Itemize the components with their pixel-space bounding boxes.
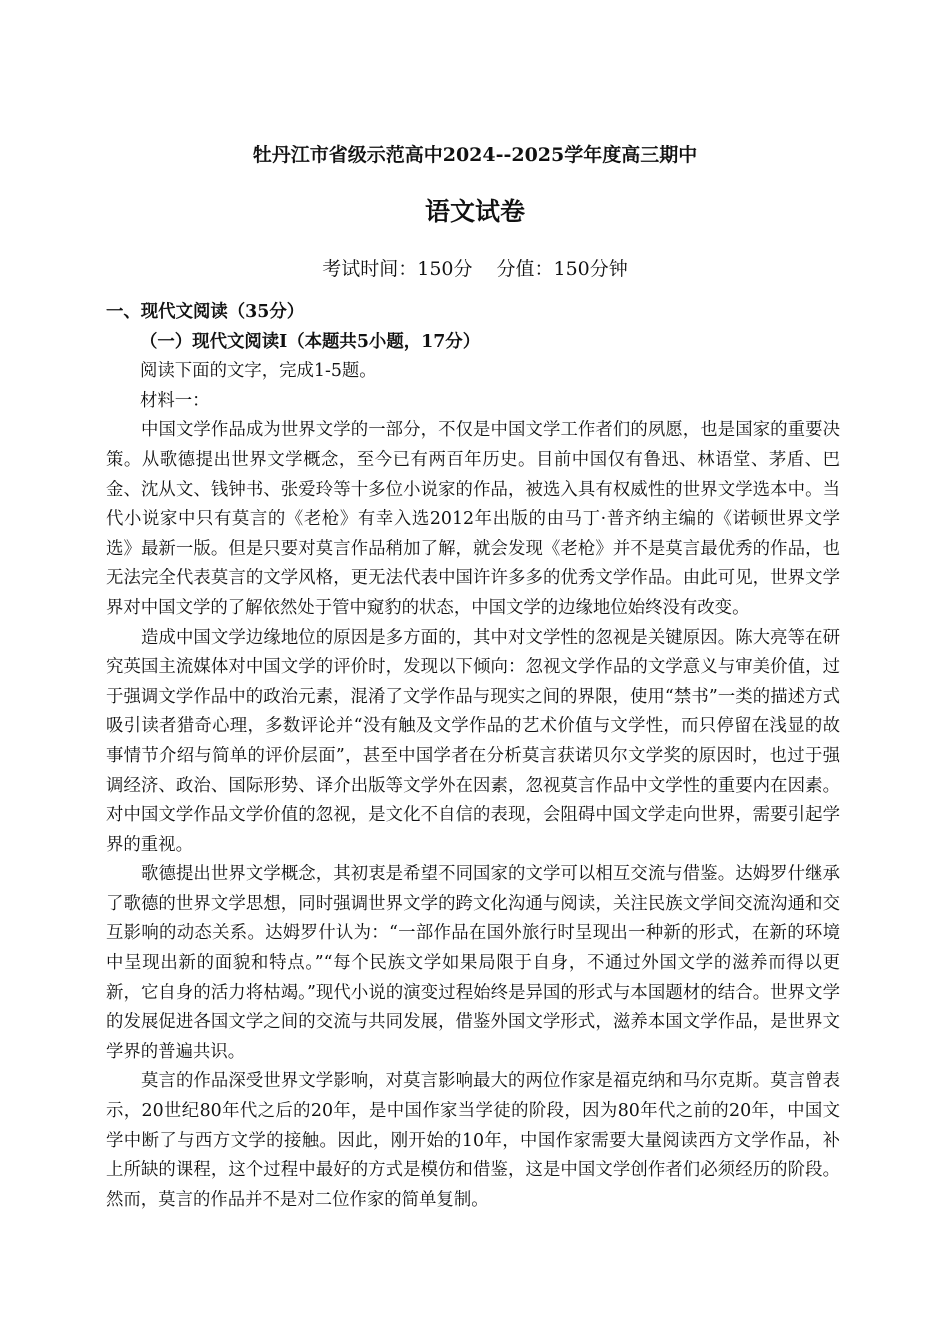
material-label: 材料一： bbox=[140, 390, 210, 411]
school-title: 牡丹江市省级示范高中2024--2025学年度高三期中 bbox=[252, 144, 698, 166]
score-value: 分值：150分钟 bbox=[496, 258, 628, 280]
paragraph-1: 中国文学作品成为世界文学的一部分，不仅是中国文学工作者们的夙愿，也是国家的重要决策。从歌德提出世界文学概念，至今已有两百年历史。目前中国仅有鲁迅、林语堂、茅盾、巴金、沈从文、钱钟书、张爱玲等十多位小说家的作品，被选入具有权威性的世界文学选本中。当代小说家中只有莫言的《老枪》有幸入选2012年出版的由马丁·普齐纳主编的《诺顿世界文学选》最新一版。但是只要对莫言作品稍加了解，就会发现《老枪》并不是莫言最优秀的作品，也无法完全代表莫言的文学风格，更无法代表中国许许多多的优秀文学作品。由此可见，世界文学界对中国文学的了解依然处于管中窥豹的状态，中国文学的边缘地位始终没有改变。 bbox=[106, 420, 840, 618]
subsection-heading: （一）现代文阅读Ⅰ（本题共5小题，17分） bbox=[140, 331, 481, 352]
paragraph-4: 莫言的作品深受世界文学影响，对莫言影响最大的两位作家是福克纳和马尔克斯。莫言曾表示，20世纪80年代之后的20年，是中国作家当学徒的阶段，因为80年代之前的20年，中国文学中断了与西方文学的接触。因此，刚开始的10年，中国作家需要大量阅读西方文学作品，补上所缺的课程，这个过程中最好的方式是模仿和借鉴，这是中国文学创作者们必须经历的阶段。然而，莫言的作品并不是对二位作家的简单复制。 bbox=[106, 1071, 840, 1210]
reading-section bbox=[106, 298, 840, 1215]
reading-instruction: 阅读下面的文字，完成1-5题。 bbox=[140, 361, 377, 382]
exam-time: 考试时间：150分 bbox=[322, 258, 473, 280]
paper-title: 语文试卷 bbox=[424, 197, 525, 226]
section-heading: 一、现代文阅读（35分） bbox=[106, 302, 305, 322]
paragraph-2: 造成中国文学边缘地位的原因是多方面的，其中对文学性的忽视是关键原因。陈大亮等在研究英国主流媒体对中国文学的评价时，发现以下倾向：忽视文学作品的文学意义与审美价值，过于强调文学作品中的政治元素，混淆了文学作品与现实之间的界限，使用“禁书”一类的描述方式吸引读者猎奇心理，多数评论并“没有触及文学作品的艺术价值与文学性，而只停留在浅显的故事情节介绍与简单的评价层面”，甚至中国学者在分析莫言获诺贝尔文学奖的原因时，也过于强调经济、政治、国际形势、译介出版等文学外在因素，忽视莫言作品中文学性的重要内在因素。对中国文学作品文学价值的忽视，是文化不自信的表现，会阻碍中国文学走向世界，需要引起学界的重视。 bbox=[106, 627, 840, 855]
exam-info bbox=[0, 255, 950, 283]
paragraph-3: 歌德提出世界文学概念，其初衷是希望不同国家的文学可以相互交流与借鉴。达姆罗什继承了歌德的世界文学思想，同时强调世界文学的跨文化沟通与阅读，关注民族文学间交流沟通和交互影响的动态关系。达姆罗什认为：“一部作品在国外旅行时呈现出一种新的形式，在新的环境中呈现出新的面貌和特点。”“每个民族文学如果局限于自身，不通过外国文学的滋养而得以更新，它自身的活力将枯竭。”现代小说的演变过程始终是异国的形式与本国题材的结合。世界文学的发展促进各国文学之间的交流与共同发展，借鉴外国文学形式，滋养本国文学作品，是世界文学界的普遍共识。 bbox=[106, 864, 840, 1062]
